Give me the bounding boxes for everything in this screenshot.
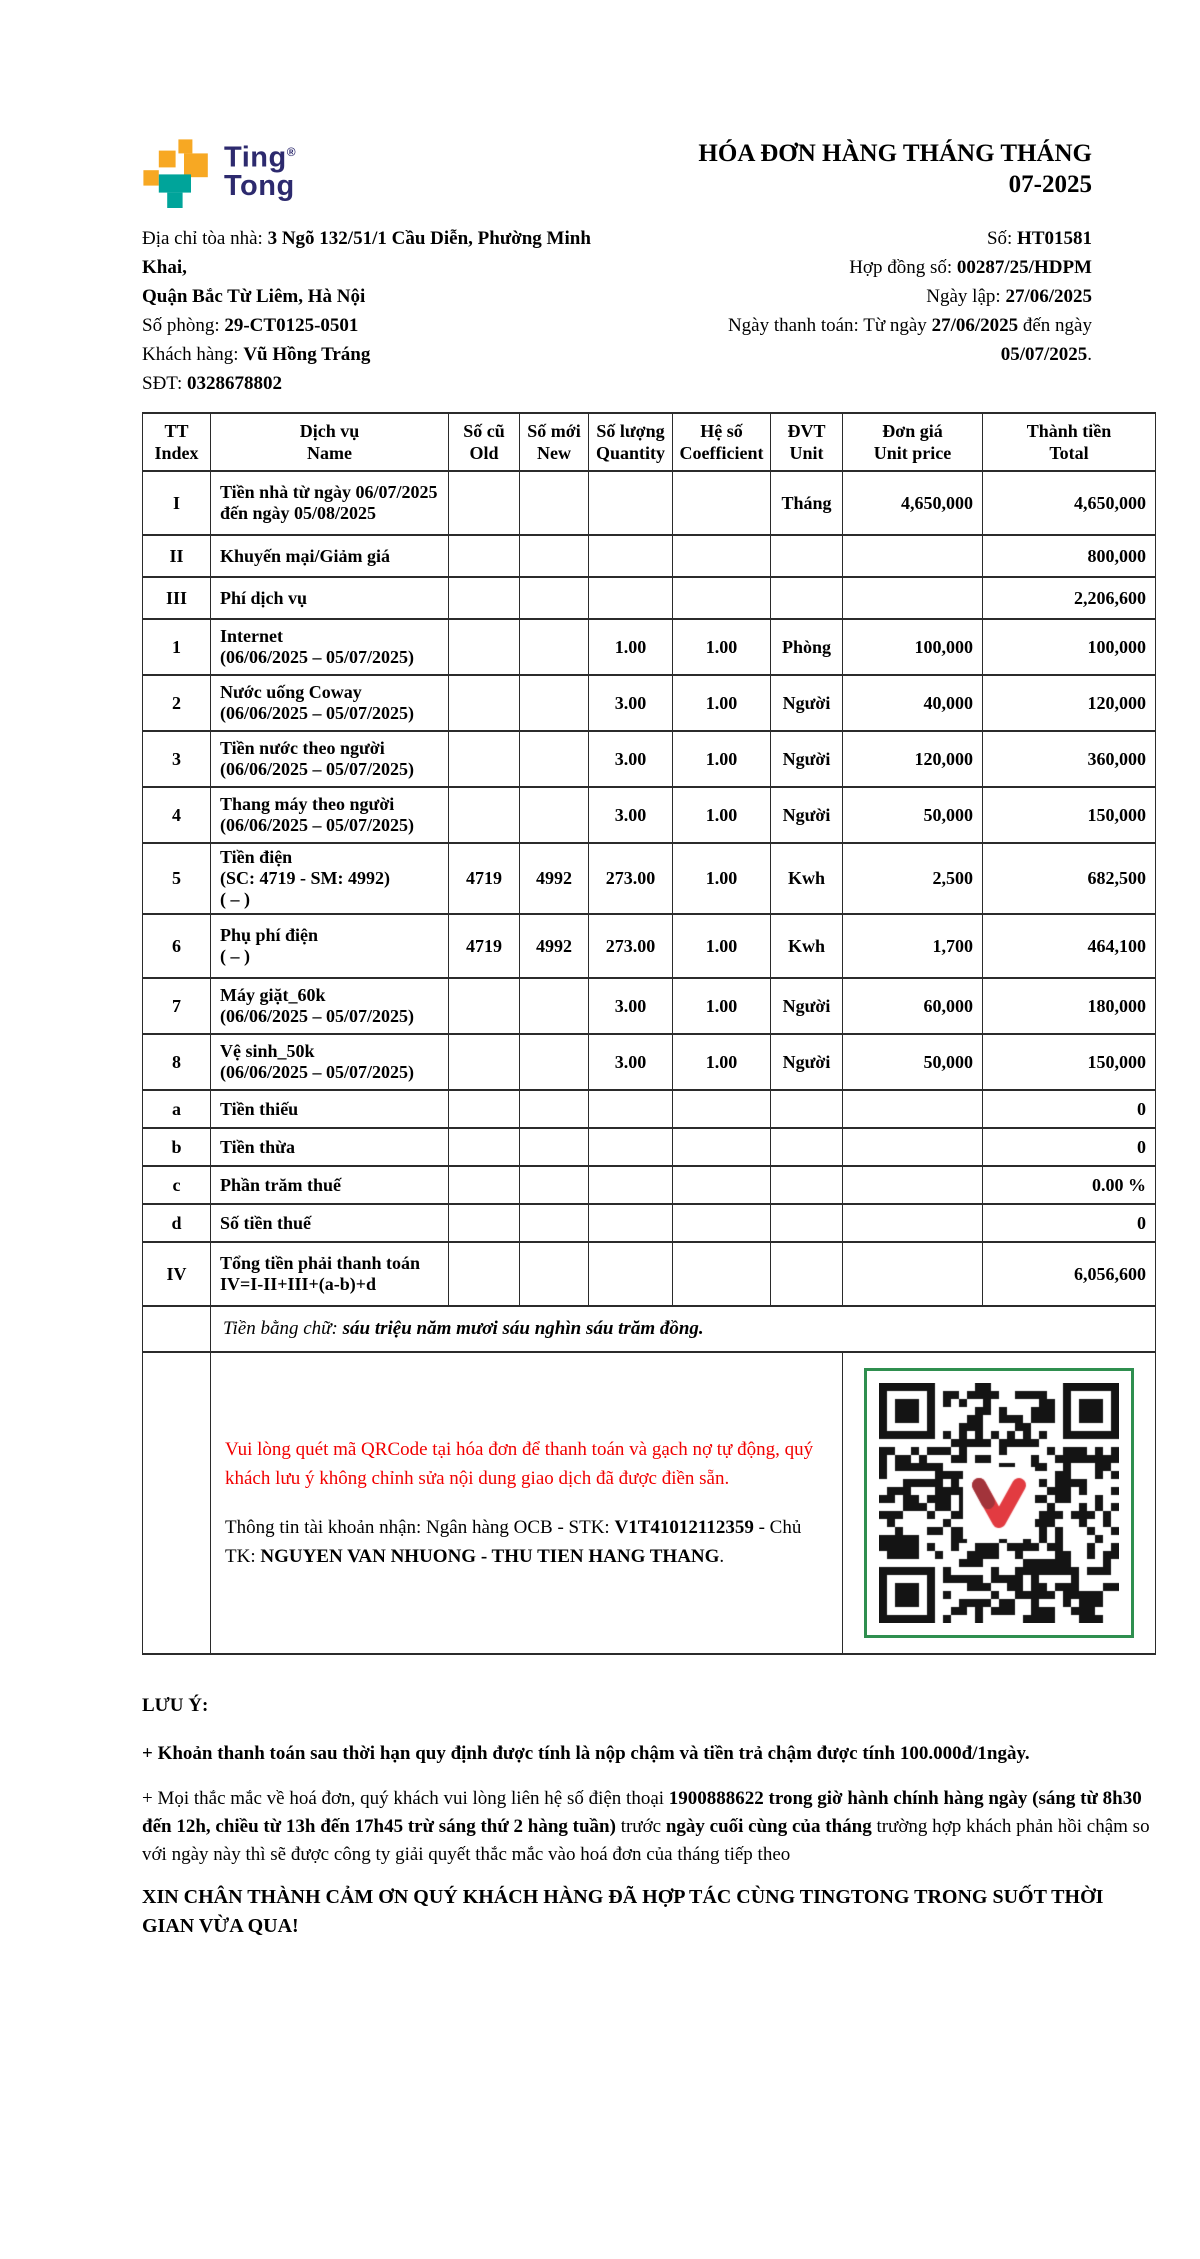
table-row-surplus	[143, 1128, 1156, 1166]
tingtong-logo	[142, 138, 296, 208]
service-name: Tiền thiếu	[211, 1090, 449, 1128]
tingtong-logo-icon	[142, 138, 212, 208]
table-header-row	[143, 413, 1156, 471]
table-row-tax-percent	[143, 1166, 1156, 1204]
row-index: b	[143, 1128, 211, 1166]
total: 0	[983, 1204, 1156, 1242]
coefficient: 1.00	[673, 843, 771, 914]
service-name: Máy giặt_60k (06/06/2025 – 05/07/2025)	[211, 978, 449, 1034]
row-index: 6	[143, 914, 211, 978]
building-address-line2: Quận Bắc Từ Liêm, Hà Nội	[142, 286, 366, 307]
row-index: 2	[143, 675, 211, 731]
unit-price: 50,000	[843, 787, 983, 843]
tingtong-logo-text	[224, 138, 296, 200]
service-name: Tiền nước theo người (06/06/2025 – 05/07/2025)	[211, 731, 449, 787]
unit: Tháng	[771, 471, 843, 535]
col-header-quantity: Số lượng Quantity	[589, 413, 673, 471]
quantity: 3.00	[589, 978, 673, 1034]
invoice-title: HÓA ĐƠN HÀNG THÁNG THÁNG 07-2025	[698, 140, 1092, 198]
qr-code-frame	[864, 1368, 1134, 1638]
col-header-unit: ĐVT Unit	[771, 413, 843, 471]
row-index: 5	[143, 843, 211, 914]
quantity: 3.00	[589, 731, 673, 787]
total: 464,100	[983, 914, 1156, 978]
total: 360,000	[983, 731, 1156, 787]
total: 4,650,000	[983, 471, 1156, 535]
quantity: 1.00	[589, 619, 673, 675]
unit: Người	[771, 1034, 843, 1090]
total: 120,000	[983, 675, 1156, 731]
col-header-unit-price: Đơn giá Unit price	[843, 413, 983, 471]
table-row-water-per-person	[143, 731, 1156, 787]
qr-row	[143, 1352, 1156, 1654]
row-index: I	[143, 471, 211, 535]
unit: Người	[771, 675, 843, 731]
service-name: Khuyến mại/Giảm giá	[211, 535, 449, 577]
service-name: Internet (06/06/2025 – 05/07/2025)	[211, 619, 449, 675]
service-name: Tiền nhà từ ngày 06/07/2025 đến ngày 05/08/2025	[211, 471, 449, 535]
row-index: 3	[143, 731, 211, 787]
table-row-tax-amount	[143, 1204, 1156, 1242]
invoice-header	[142, 138, 1155, 208]
unit-price: 100,000	[843, 619, 983, 675]
notes-section	[142, 1695, 1155, 1941]
total: 150,000	[983, 1034, 1156, 1090]
total: 100,000	[983, 619, 1156, 675]
meter-old: 4719	[449, 843, 520, 914]
coefficient: 1.00	[673, 619, 771, 675]
row-index: IV	[143, 1242, 211, 1306]
table-row-cleaning	[143, 1034, 1156, 1090]
table-row-electricity	[143, 843, 1156, 914]
service-name: Phụ phí điện ( – )	[211, 914, 449, 978]
info-left-column	[142, 224, 636, 398]
row-index: 1	[143, 619, 211, 675]
unit-price: 1,700	[843, 914, 983, 978]
unit-price: 4,650,000	[843, 471, 983, 535]
service-name: Tổng tiền phải thanh toán IV=I-II+III+(a-b)+d	[211, 1242, 449, 1306]
grand-total: 6,056,600	[983, 1242, 1156, 1306]
row-index: 4	[143, 787, 211, 843]
notes-heading: LƯU Ý:	[142, 1695, 209, 1716]
col-header-coefficient: Hệ số Coefficient	[673, 413, 771, 471]
service-name: Nước uống Coway (06/06/2025 – 05/07/2025)	[211, 675, 449, 731]
unit-price: 60,000	[843, 978, 983, 1034]
hotline-number: 1900888622 trong giờ hành chính hàng ngày (sáng từ 8h30 đến 12h, chiều từ 13h đến 17h45 trừ sáng thứ 2 hàng tuần)	[142, 1788, 1142, 1837]
payment-instructions	[211, 1352, 843, 1654]
qr-code-cell	[843, 1352, 1156, 1654]
thank-you-message: XIN CHÂN THÀNH CẢM ƠN QUÝ KHÁCH HÀNG ĐÃ HỢP TÁC CÙNG TINGTONG TRONG SUỐT THỜI GIAN VỪA QUA!	[142, 1886, 1104, 1937]
building-address: Địa chỉ tòa nhà: 3 Ngõ 132/51/1 Cầu Diễn, Phường Minh Khai,	[142, 228, 591, 278]
total: 0	[983, 1128, 1156, 1166]
qr-code	[879, 1383, 1119, 1623]
row-index: III	[143, 577, 211, 619]
qr-instruction-note: Vui lòng quét mã QRCode tại hóa đơn để thanh toán và gạch nợ tự động, quý khách lưu ý không chỉnh sửa nội dung giao dịch đã được điền sẵn.	[225, 1439, 814, 1489]
unit: Người	[771, 787, 843, 843]
quantity: 3.00	[589, 787, 673, 843]
total: 0	[983, 1090, 1156, 1128]
row-index: c	[143, 1166, 211, 1204]
amount-in-words: Tiền bằng chữ: sáu triệu năm mươi sáu nghìn sáu trăm đồng.	[211, 1306, 1156, 1352]
coefficient: 1.00	[673, 731, 771, 787]
col-header-old: Số cũ Old	[449, 413, 520, 471]
unit: Người	[771, 731, 843, 787]
invoice-table	[142, 412, 1156, 1655]
hotline-note: + Mọi thắc mắc về hoá đơn, quý khách vui lòng liên hệ số điện thoại 1900888622 trong giờ hành chính hàng ngày (sáng từ 8h30 đến 12h, chiều từ 13h đến 17h45 trừ sáng thứ 2 hàng tuần) trước ngày cuối cùng của tháng trường hợp khách phản hồi chậm so với ngày này thì sẽ được công ty giải quyết thắc mắc vào hoá đơn của tháng tiếp theo	[142, 1788, 1150, 1865]
row-index: II	[143, 535, 211, 577]
total: 800,000	[983, 535, 1156, 577]
invoice-content	[142, 0, 1155, 1941]
info-right-column	[636, 224, 1155, 398]
payment-period: Ngày thanh toán: Từ ngày 27/06/2025 đến ngày 05/07/2025.	[727, 315, 1092, 365]
contract-number: Hợp đồng số: 00287/25/HDPM	[849, 257, 1092, 278]
logo-word-ting: Ting	[224, 141, 287, 174]
phone-number: SĐT: 0328678802	[142, 373, 282, 394]
table-row-laundry	[143, 978, 1156, 1034]
quantity: 273.00	[589, 843, 673, 914]
unit-price: 40,000	[843, 675, 983, 731]
total: 682,500	[983, 843, 1156, 914]
col-header-new: Số mới New	[520, 413, 589, 471]
table-row-grand-total	[143, 1242, 1156, 1306]
service-name: Phí dịch vụ	[211, 577, 449, 619]
meter-old: 4719	[449, 914, 520, 978]
account-number: V1T41012112359	[614, 1517, 754, 1538]
service-name: Thang máy theo người (06/06/2025 – 05/07/2025)	[211, 787, 449, 843]
unit: Kwh	[771, 914, 843, 978]
bank-account-info: Thông tin tài khoản nhận: Ngân hàng OCB - STK: V1T41012112359 - Chủ TK: NGUYEN VAN NHUONG - THU TIEN HANG THANG.	[225, 1517, 802, 1567]
logo-word-tong: Tong	[224, 169, 295, 202]
table-row-service-fee	[143, 577, 1156, 619]
meter-new: 4992	[520, 914, 589, 978]
issue-date: Ngày lập: 27/06/2025	[926, 286, 1092, 307]
coefficient: 1.00	[673, 978, 771, 1034]
quantity: 3.00	[589, 675, 673, 731]
late-payment-note: + Khoản thanh toán sau thời hạn quy định được tính là nộp chậm và tiền trả chậm được tính 100.000đ/1ngày.	[142, 1743, 1030, 1764]
table-row-discount	[143, 535, 1156, 577]
row-index: d	[143, 1204, 211, 1242]
service-name: Vệ sinh_50k (06/06/2025 – 05/07/2025)	[211, 1034, 449, 1090]
unit-price: 2,500	[843, 843, 983, 914]
coefficient: 1.00	[673, 914, 771, 978]
table-row-shortage	[143, 1090, 1156, 1128]
room-number: Số phòng: 29-CT0125-0501	[142, 315, 359, 336]
table-row-water-coway	[143, 675, 1156, 731]
table-row-rent	[143, 471, 1156, 535]
total: 150,000	[983, 787, 1156, 843]
quantity: 3.00	[589, 1034, 673, 1090]
coefficient: 1.00	[673, 1034, 771, 1090]
quantity: 273.00	[589, 914, 673, 978]
registered-mark: ®	[286, 145, 297, 159]
service-name: Số tiền thuế	[211, 1204, 449, 1242]
row-index: 7	[143, 978, 211, 1034]
amount-in-words-row	[143, 1306, 1156, 1352]
unit: Người	[771, 978, 843, 1034]
unit-price: 120,000	[843, 731, 983, 787]
col-header-index: TT Index	[143, 413, 211, 471]
service-name: Phần trăm thuế	[211, 1166, 449, 1204]
table-row-elevator	[143, 787, 1156, 843]
unit-price: 50,000	[843, 1034, 983, 1090]
table-row-internet	[143, 619, 1156, 675]
total: 180,000	[983, 978, 1156, 1034]
service-name: Tiền điện (SC: 4719 - SM: 4992) ( – )	[211, 843, 449, 914]
total: 0.00 %	[983, 1166, 1156, 1204]
invoice-number: Số: HT01581	[986, 228, 1092, 249]
total: 2,206,600	[983, 577, 1156, 619]
row-index: 8	[143, 1034, 211, 1090]
table-row-electricity-surcharge	[143, 914, 1156, 978]
col-header-total: Thành tiền Total	[983, 413, 1156, 471]
coefficient: 1.00	[673, 675, 771, 731]
invoice-info	[142, 224, 1155, 398]
unit: Phòng	[771, 619, 843, 675]
row-index: a	[143, 1090, 211, 1128]
col-header-name: Dịch vụ Name	[211, 413, 449, 471]
service-name: Tiền thừa	[211, 1128, 449, 1166]
customer-name: Khách hàng: Vũ Hồng Tráng	[142, 344, 371, 365]
account-holder: NGUYEN VAN NHUONG - THU TIEN HANG THANG	[260, 1546, 720, 1567]
meter-new: 4992	[520, 843, 589, 914]
coefficient: 1.00	[673, 787, 771, 843]
unit: Kwh	[771, 843, 843, 914]
